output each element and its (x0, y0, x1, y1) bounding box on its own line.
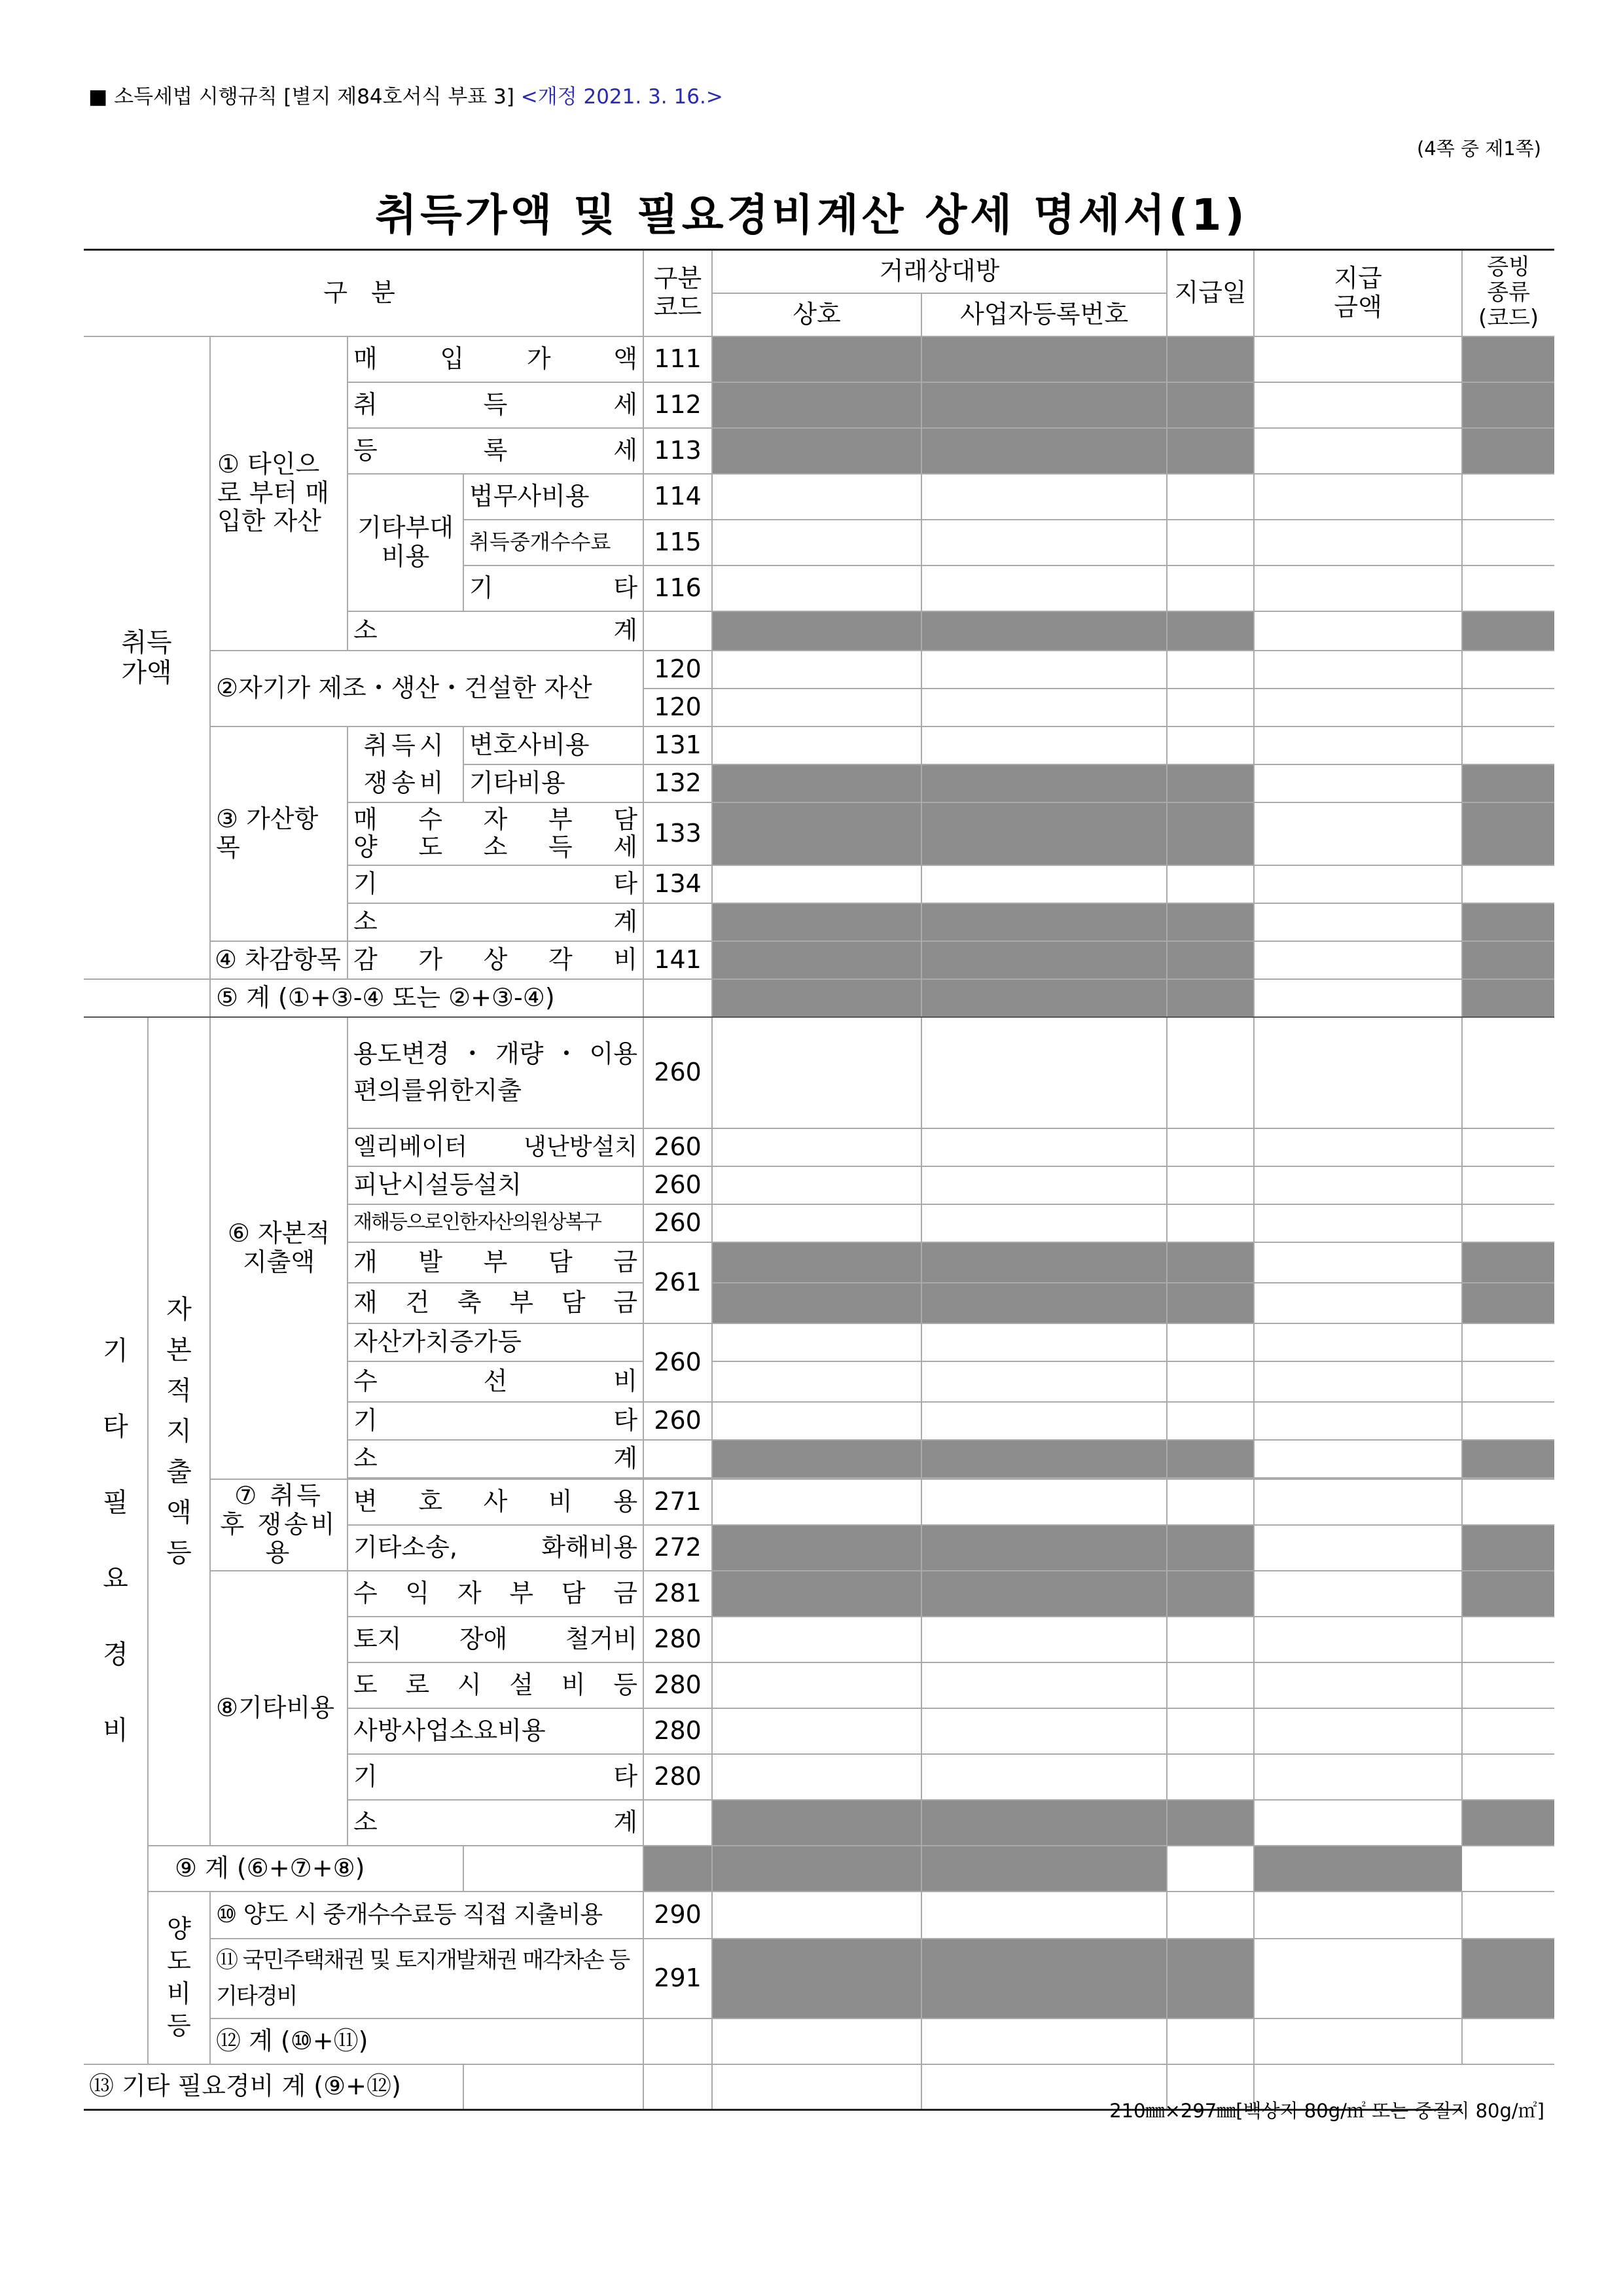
shaded-cell (1462, 1440, 1554, 1478)
section-deductions: ④ 차감항목 (210, 941, 348, 979)
input-cell[interactable] (1254, 1204, 1462, 1242)
input-cell[interactable] (921, 1017, 1167, 1128)
input-cell[interactable] (712, 1892, 921, 1939)
input-cell[interactable] (1254, 1571, 1462, 1617)
col-header-biz-no: 사업자등록번호 (921, 293, 1167, 336)
input-cell[interactable] (1254, 1402, 1462, 1440)
input-cell[interactable] (1462, 865, 1554, 903)
section-total-12: ⑫ 계 (⑩+⑪) (210, 2018, 643, 2064)
input-cell[interactable] (1254, 1892, 1462, 1939)
input-cell[interactable] (712, 565, 921, 611)
input-cell[interactable] (1462, 1892, 1554, 1939)
input-cell[interactable] (1462, 1754, 1554, 1800)
item-litigation-cost: 기타소송, 화해비용 (348, 1525, 643, 1571)
section-post-acquisition-dispute: ⑦ 취득 후 쟁송비용 (210, 1479, 348, 1571)
shaded-cell (1462, 903, 1554, 941)
input-cell[interactable] (1254, 1166, 1462, 1204)
input-cell[interactable] (921, 1892, 1167, 1939)
input-cell[interactable] (1167, 726, 1254, 764)
input-cell[interactable] (1462, 1128, 1554, 1166)
shaded-cell (712, 611, 921, 651)
shaded-cell (643, 1846, 712, 1892)
input-cell[interactable] (1462, 1017, 1554, 1128)
shaded-cell (1462, 802, 1554, 865)
shaded-cell (921, 336, 1167, 382)
input-cell[interactable] (712, 1708, 921, 1754)
input-cell[interactable] (1167, 1754, 1254, 1800)
input-cell[interactable] (1254, 520, 1462, 565)
item-depreciation: 감 가 상 각 비 (348, 941, 643, 979)
input-cell[interactable] (1462, 1617, 1554, 1662)
code-cell: 115 (643, 520, 712, 565)
code-cell: 291 (643, 1939, 712, 2018)
input-cell[interactable] (1254, 1662, 1462, 1708)
code-cell: 120 (643, 689, 712, 726)
input-cell[interactable] (712, 651, 921, 689)
input-cell[interactable] (1462, 520, 1554, 565)
shaded-cell (1462, 941, 1554, 979)
input-cell[interactable] (712, 2018, 921, 2064)
shaded-cell (921, 979, 1167, 1017)
code-cell-empty (643, 2018, 712, 2064)
shaded-cell (921, 1440, 1167, 1478)
shaded-cell (712, 336, 921, 382)
item-other-costs: 기타비용 (463, 764, 643, 802)
input-cell[interactable] (712, 726, 921, 764)
input-cell[interactable] (1167, 1204, 1254, 1242)
code-cell: 271 (643, 1479, 712, 1525)
shaded-cell (921, 903, 1167, 941)
item-development-charge: 개 발 부 담 금 (348, 1242, 643, 1283)
item-erosion-control: 사방사업소요비용 (348, 1708, 643, 1754)
section-purchased-asset: ① 타인으로 부터 매입한 자산 (210, 336, 348, 651)
code-cell: 113 (643, 428, 712, 474)
group-acquisition-price: 취득 가액 (84, 336, 210, 979)
shaded-cell (1167, 764, 1254, 802)
input-cell[interactable] (1254, 1283, 1462, 1323)
code-cell: 280 (643, 1617, 712, 1662)
input-cell[interactable] (1167, 651, 1254, 689)
section-self-made-asset: ②자기가 제조・생산・건설한 자산 (210, 651, 643, 726)
input-cell[interactable] (1167, 689, 1254, 726)
shaded-cell (1462, 1571, 1554, 1617)
input-cell[interactable] (1167, 1846, 1254, 1892)
input-cell[interactable] (712, 1754, 921, 1800)
input-cell[interactable] (1254, 382, 1462, 428)
col-header-pay-date: 지급일 (1167, 250, 1254, 336)
input-cell[interactable] (1167, 1708, 1254, 1754)
input-cell[interactable] (712, 1017, 921, 1128)
item-registration-tax: 등 록 세 (348, 428, 643, 474)
shaded-cell (712, 941, 921, 979)
group-transfer-cost: 양 도 비 등 (148, 1892, 210, 2064)
input-cell[interactable] (1254, 1754, 1462, 1800)
shaded-cell (712, 382, 921, 428)
input-cell[interactable] (921, 1708, 1167, 1754)
sub-dispute-at-acquisition: 취득시 쟁송비 (348, 726, 463, 802)
input-cell[interactable] (1167, 474, 1254, 520)
item-lawyer-fee: 변 호 사 비 용 (348, 1479, 643, 1525)
code-cell: 114 (643, 474, 712, 520)
code-cell: 260 (643, 1017, 712, 1128)
input-cell[interactable] (1254, 689, 1462, 726)
amendment-date: <개정 2021. 3. 16.> (520, 85, 723, 109)
shaded-cell (921, 1571, 1167, 1617)
section-total-9: ⑨ 계 (⑥+⑦+⑧) (148, 1846, 463, 1892)
input-cell[interactable] (921, 474, 1167, 520)
form-reference (88, 80, 723, 109)
code-cell-empty (463, 1846, 643, 1892)
item-legal-fee: 법무사비용 (463, 474, 643, 520)
code-cell-empty (643, 903, 712, 941)
shaded-cell (921, 764, 1167, 802)
code-cell: 290 (643, 1892, 712, 1939)
input-cell[interactable] (921, 2018, 1167, 2064)
shaded-cell (712, 1440, 921, 1478)
code-cell: 260 (643, 1204, 712, 1242)
shaded-cell (1167, 1525, 1254, 1571)
shaded-cell (921, 428, 1167, 474)
input-cell[interactable] (1462, 1402, 1554, 1440)
input-cell[interactable] (1254, 1242, 1462, 1283)
shaded-cell (1167, 428, 1254, 474)
input-cell[interactable] (921, 1402, 1167, 1440)
input-cell[interactable] (1167, 565, 1254, 611)
shaded-cell (712, 1571, 921, 1617)
input-cell[interactable] (921, 1128, 1167, 1166)
shaded-cell (1462, 1800, 1554, 1846)
item-obstacle-removal: 토지 장애 철거비 (348, 1617, 643, 1662)
input-cell[interactable] (1167, 1166, 1254, 1204)
shaded-cell (1167, 1242, 1254, 1283)
shaded-cell (921, 1800, 1167, 1846)
input-cell[interactable] (1167, 1892, 1254, 1939)
input-cell[interactable] (1254, 428, 1462, 474)
code-cell-empty (643, 979, 712, 1017)
input-cell[interactable] (712, 1323, 921, 1361)
col-header-name: 상호 (712, 293, 921, 336)
code-cell-empty (643, 1800, 712, 1846)
input-cell[interactable] (1254, 941, 1462, 979)
input-cell[interactable] (1462, 474, 1554, 520)
shaded-cell (921, 611, 1167, 651)
shaded-cell (921, 382, 1167, 428)
input-cell[interactable] (921, 1204, 1167, 1242)
shaded-cell (1167, 1283, 1254, 1323)
input-cell[interactable] (1462, 1708, 1554, 1754)
input-cell[interactable] (1254, 336, 1462, 382)
input-cell[interactable] (1462, 1204, 1554, 1242)
shaded-cell (1462, 1939, 1554, 2018)
shaded-cell (921, 1242, 1167, 1283)
input-cell[interactable] (1254, 2018, 1462, 2064)
shaded-cell (712, 764, 921, 802)
input-cell[interactable] (921, 1754, 1167, 1800)
input-cell[interactable] (712, 520, 921, 565)
input-cell[interactable] (712, 1617, 921, 1662)
input-cell[interactable] (1254, 1440, 1462, 1478)
input-cell[interactable] (1254, 1128, 1462, 1166)
input-cell[interactable] (921, 1479, 1167, 1525)
shaded-cell (712, 1800, 921, 1846)
input-cell[interactable] (1167, 2018, 1254, 2064)
section-total-13: ⑬ 기타 필요경비 계 (⑨+⑫) (84, 2064, 463, 2110)
item-subtotal: 소 계 (348, 1800, 643, 1846)
page-number: (4쪽 중 제1쪽) (1416, 137, 1541, 160)
input-cell[interactable] (1254, 1525, 1462, 1571)
item-subtotal: 소 계 (348, 611, 643, 651)
input-cell[interactable] (1167, 865, 1254, 903)
input-cell[interactable] (1167, 1617, 1254, 1662)
input-cell[interactable] (1254, 903, 1462, 941)
paper-spec: 210㎜×297㎜[백상지 80g/㎡ 또는 중질지 80g/㎡] (1109, 2100, 1544, 2122)
input-cell[interactable] (1462, 1323, 1554, 1361)
shaded-cell (1167, 979, 1254, 1017)
item-acquisition-tax: 취 득 세 (348, 382, 643, 428)
shaded-cell (1462, 1242, 1554, 1283)
item-use-change: 용도변경・개량・이용 편의를위한지출 (348, 1017, 643, 1128)
shaded-cell (1462, 1283, 1554, 1323)
input-cell[interactable] (921, 565, 1167, 611)
input-cell[interactable] (712, 1128, 921, 1166)
input-cell[interactable] (921, 1662, 1167, 1708)
shaded-cell (712, 979, 921, 1017)
shaded-cell (1462, 611, 1554, 651)
code-cell: 111 (643, 336, 712, 382)
section-additions: ③ 가산항목 (210, 726, 348, 941)
item-lawyer-fee: 변호사비용 (463, 726, 643, 764)
shaded-cell (1462, 1525, 1554, 1571)
input-cell[interactable] (1254, 474, 1462, 520)
input-cell[interactable] (921, 1617, 1167, 1662)
input-cell[interactable] (1254, 611, 1462, 651)
input-cell[interactable] (1462, 2018, 1554, 2064)
input-cell[interactable] (1462, 1479, 1554, 1525)
input-cell[interactable] (1254, 726, 1462, 764)
section-other-costs: ⑧기타비용 (210, 1571, 348, 1846)
input-cell[interactable] (1254, 1939, 1462, 2018)
shaded-cell (1462, 336, 1554, 382)
code-cell-empty (643, 1440, 712, 1478)
code-cell: 116 (643, 565, 712, 611)
shaded-cell (1167, 1440, 1254, 1478)
input-cell[interactable] (1167, 1479, 1254, 1525)
shaded-cell (1462, 428, 1554, 474)
input-cell[interactable] (1254, 802, 1462, 865)
input-cell[interactable] (712, 1662, 921, 1708)
page-title: 취득가액 및 필요경비계산 상세 명세서(1) (375, 190, 1248, 240)
code-cell: 120 (643, 651, 712, 689)
code-cell: 260 (643, 1166, 712, 1204)
item-buyer-paid-tax: 매 수 자 부 담 양 도 소 득 세 (348, 802, 643, 865)
form-rule: ■ 소득세법 시행규칙 [별지 제84호서식 부표 3] (88, 85, 514, 109)
shaded-cell (1167, 1800, 1254, 1846)
shaded-cell (1167, 611, 1254, 651)
section-capital-expenditure: ⑥ 자본적 지출액 (210, 1017, 348, 1479)
input-cell[interactable] (1254, 651, 1462, 689)
item-other: 기 타 (463, 565, 643, 611)
input-cell[interactable] (1254, 1800, 1462, 1846)
section-transfer-brokerage: ⑩ 양도 시 중개수수료등 직접 지출비용 (210, 1892, 643, 1939)
shaded-cell (1462, 382, 1554, 428)
input-cell[interactable] (1167, 520, 1254, 565)
code-cell: 281 (643, 1571, 712, 1617)
col-header-counterparty: 거래상대방 (712, 250, 1167, 293)
item-road-facility: 도 로 시 설 비 등 (348, 1662, 643, 1708)
input-cell[interactable] (1462, 726, 1554, 764)
input-cell[interactable] (712, 1204, 921, 1242)
col-header-code: 구분 코드 (643, 250, 712, 336)
input-cell[interactable] (1462, 1361, 1554, 1402)
section-total-5: ⑤ 계 (①+③-④ 또는 ②+③-④) (210, 979, 643, 1017)
input-cell[interactable] (1254, 1617, 1462, 1662)
input-cell[interactable] (921, 689, 1167, 726)
input-cell[interactable] (921, 1166, 1167, 1204)
input-cell[interactable] (712, 1479, 921, 1525)
input-cell[interactable] (1167, 1361, 1254, 1402)
input-cell[interactable] (712, 1402, 921, 1440)
shaded-cell (712, 1242, 921, 1283)
col-header-category: 구 분 (84, 250, 643, 336)
item-elevator: 엘리베이터 냉난방설치 (348, 1128, 643, 1166)
code-cell: 133 (643, 802, 712, 865)
code-cell: 260 (643, 1402, 712, 1440)
code-cell: 260 (643, 1128, 712, 1166)
item-other: 기 타 (348, 1402, 643, 1440)
input-cell[interactable] (1167, 1017, 1254, 1128)
input-cell[interactable] (712, 689, 921, 726)
code-cell: 131 (643, 726, 712, 764)
input-cell[interactable] (1167, 1323, 1254, 1361)
shaded-cell (1167, 1939, 1254, 2018)
shaded-cell (921, 1525, 1167, 1571)
item-subtotal: 소 계 (348, 1440, 643, 1478)
input-cell[interactable] (1254, 1708, 1462, 1754)
input-cell[interactable] (1462, 565, 1554, 611)
input-cell[interactable] (921, 651, 1167, 689)
input-cell[interactable] (921, 726, 1167, 764)
item-reconstruction-charge: 재 건 축 부 담 금 (348, 1283, 643, 1323)
code-cell: 280 (643, 1708, 712, 1754)
input-cell[interactable] (1254, 565, 1462, 611)
code-cell: 132 (643, 764, 712, 802)
col-header-pay-amount: 지급 금액 (1254, 250, 1462, 336)
section-bond-loss: ⑪ 국민주택채권 및 토지개발채권 매각차손 등 기타경비 (210, 1939, 643, 2018)
input-cell[interactable] (1254, 1361, 1462, 1402)
shaded-cell (921, 1846, 1167, 1892)
group-capital-expenditure: 자 본 적 지 출 액 등 (148, 1017, 210, 1846)
shaded-cell (1167, 1571, 1254, 1617)
item-value-increase: 자산가치증가등 (348, 1323, 643, 1361)
shaded-cell (712, 1846, 921, 1892)
spacer-cell (84, 979, 210, 1017)
input-cell[interactable] (712, 2064, 921, 2110)
shaded-cell (712, 1939, 921, 2018)
code-cell: 134 (643, 865, 712, 903)
code-cell: 280 (643, 1662, 712, 1708)
input-cell[interactable] (1462, 689, 1554, 726)
input-cell[interactable] (1254, 764, 1462, 802)
shaded-cell (1462, 979, 1554, 1017)
input-cell[interactable] (1254, 1017, 1462, 1128)
input-cell[interactable] (712, 865, 921, 903)
shaded-cell (712, 428, 921, 474)
input-cell[interactable] (1167, 1402, 1254, 1440)
shaded-cell (712, 1283, 921, 1323)
code-cell-empty (643, 611, 712, 651)
shaded-cell (921, 1939, 1167, 2018)
input-cell[interactable] (1167, 1662, 1254, 1708)
sub-other-incidental: 기타부대 비용 (348, 474, 463, 611)
input-cell[interactable] (643, 2064, 712, 2110)
shaded-cell (712, 903, 921, 941)
item-purchase-price: 매 입 가 액 (348, 336, 643, 382)
shaded-cell (1167, 941, 1254, 979)
input-cell[interactable] (1462, 651, 1554, 689)
shaded-cell (921, 802, 1167, 865)
item-subtotal: 소 계 (348, 903, 643, 941)
shaded-cell (921, 1283, 1167, 1323)
item-repair-cost: 수 선 비 (348, 1361, 643, 1402)
input-cell[interactable] (712, 1166, 921, 1204)
shaded-cell (1167, 802, 1254, 865)
code-cell: 261 (643, 1242, 712, 1323)
item-brokerage-fee: 취득중개수수료 (463, 520, 643, 565)
item-evacuation: 피난시설등설치 (348, 1166, 643, 1204)
item-other: 기 타 (348, 1754, 643, 1800)
shaded-cell (1254, 1846, 1462, 1892)
input-cell[interactable] (1254, 1323, 1462, 1361)
code-cell-empty (463, 2064, 643, 2110)
input-cell[interactable] (712, 1361, 921, 1402)
item-other: 기 타 (348, 865, 643, 903)
input-cell[interactable] (921, 1323, 1167, 1361)
input-cell[interactable] (921, 520, 1167, 565)
input-cell[interactable] (712, 474, 921, 520)
input-cell[interactable] (1254, 1479, 1462, 1525)
code-cell: 272 (643, 1525, 712, 1571)
code-cell: 280 (643, 1754, 712, 1800)
shaded-cell (712, 1525, 921, 1571)
input-cell[interactable] (1254, 979, 1462, 1017)
input-cell[interactable] (1254, 865, 1462, 903)
shaded-cell (712, 802, 921, 865)
shaded-cell (921, 941, 1167, 979)
input-cell[interactable] (1462, 1662, 1554, 1708)
code-cell: 141 (643, 941, 712, 979)
shaded-cell (1167, 336, 1254, 382)
input-cell[interactable] (921, 1361, 1167, 1402)
statement-table (84, 249, 1554, 2111)
shaded-cell (1167, 382, 1254, 428)
item-disaster-restoration: 재해등으로인한자산의원상복구 (348, 1204, 643, 1242)
shaded-cell (1167, 903, 1254, 941)
col-header-evidence: 증빙 종류 (코드) (1462, 250, 1554, 336)
input-cell[interactable] (1167, 1128, 1254, 1166)
input-cell[interactable] (921, 865, 1167, 903)
item-beneficiary-charge: 수 익 자 부 담 금 (348, 1571, 643, 1617)
code-cell: 112 (643, 382, 712, 428)
code-cell: 260 (643, 1323, 712, 1402)
shaded-cell (1462, 764, 1554, 802)
input-cell[interactable] (1462, 1166, 1554, 1204)
group-other-expenses: 기 타 필 요 경 비 (84, 1017, 148, 2064)
